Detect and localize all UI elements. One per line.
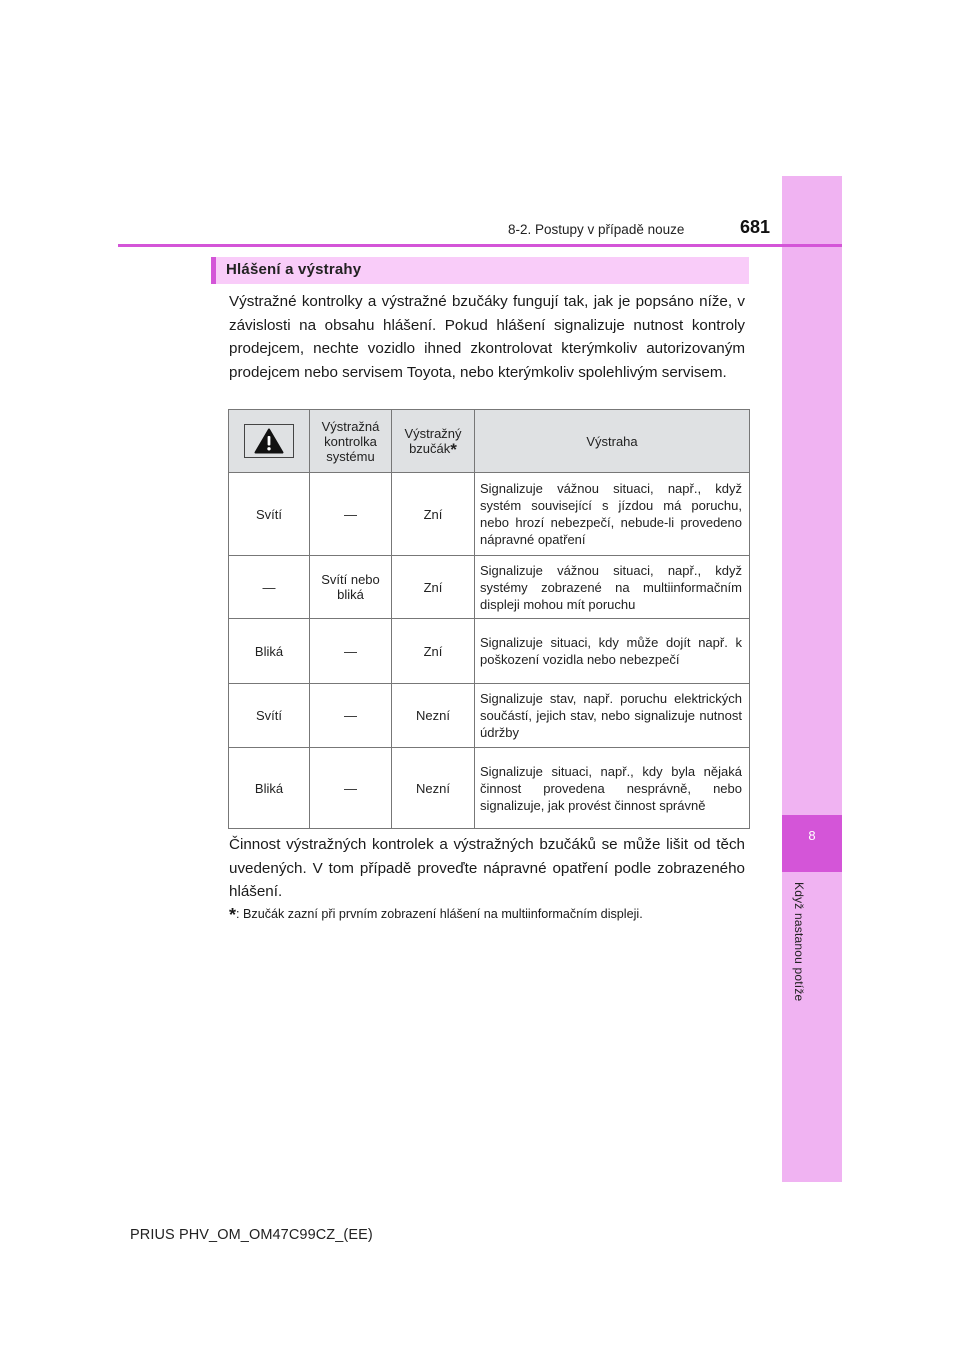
- header-lamp: [310, 410, 392, 473]
- warning-triangle-icon: [254, 428, 284, 454]
- cell-master: —: [229, 556, 310, 619]
- header-rule: [118, 244, 842, 247]
- cell-buzzer: Zní: [392, 473, 475, 556]
- table-row: [229, 619, 750, 684]
- section-title: Hlášení a výstrahy: [226, 261, 362, 278]
- cell-buzzer: Zní: [392, 556, 475, 619]
- cell-lamp: Svítí nebo bliká: [310, 556, 392, 619]
- cell-warning: Signalizuje situaci, např., kdy byla nějaká činnost provedena nesprávně, nebo signalizuje, jak provést činnost správně: [475, 748, 750, 829]
- header-warning: [475, 410, 750, 473]
- footnote: [229, 905, 769, 926]
- cell-master: Svítí: [229, 684, 310, 748]
- cell-warning: Signalizuje stav, např. poruchu elektrických součástí, jejich stav, nebo signalizuje nutnost údržby: [475, 684, 750, 748]
- warning-table: [228, 409, 750, 829]
- table-row: [229, 473, 750, 556]
- chapter-side-tab-active: [782, 815, 842, 872]
- document-code: PRIUS PHV_OM_OM47C99CZ_(EE): [130, 1227, 373, 1243]
- cell-master: Bliká: [229, 748, 310, 829]
- cell-buzzer: Nezní: [392, 684, 475, 748]
- buzzer-footnote-mark: *: [450, 439, 457, 459]
- cell-warning: Signalizuje vážnou situaci, např., když systém související s jízdou má poruchu, nebo hrozí nebezpečí, nebude-li provedeno nápravné opatření: [475, 473, 750, 556]
- cell-warning: Signalizuje situaci, kdy může dojít např. k poškození vozidla nebo nebezpečí: [475, 619, 750, 684]
- chapter-title: Když nastanou potíže: [792, 882, 806, 1002]
- chapter-number: 8: [808, 828, 816, 843]
- table-row: [229, 748, 750, 829]
- header-warning-label: Výstraha: [586, 433, 638, 449]
- header-buzzer: [392, 410, 475, 473]
- cell-buzzer: Nezní: [392, 748, 475, 829]
- intro-paragraph: Výstražné kontrolky a výstražné bzučáky fungují tak, jak je popsáno níže, v závislosti na obsahu hlášení. Pokud hlášení signalizuje nutnost kontroly prodejcem, nechte vozidlo ihned zkontrolovat kterýmkoliv autorizovaným prodejcem nebo servisem Toyota, nebo kterýmkoliv spolehlivým servisem.: [229, 293, 745, 381]
- page-number: 681: [740, 217, 771, 237]
- section-reference: 8-2. Postupy v případě nouze: [508, 222, 685, 237]
- footnote-text: : Bzučák zazní při prvním zobrazení hlášení na multiinformačním displeji.: [236, 907, 643, 921]
- section-title-bar: [211, 257, 749, 284]
- table-header-row: [229, 410, 750, 473]
- table-row: [229, 556, 750, 619]
- cell-warning: Signalizuje vážnou situaci, např., když systémy zobrazené na multiinformačním displeji mohou mít poruchu: [475, 556, 750, 619]
- header-lamp-label: Výstražná kontrolka systému: [321, 418, 380, 464]
- cell-master: Svítí: [229, 473, 310, 556]
- cell-master: Bliká: [229, 619, 310, 684]
- table-row: [229, 684, 750, 748]
- cell-buzzer: Zní: [392, 619, 475, 684]
- closing-paragraph: Činnost výstražných kontrolek a výstražných bzučáků se může lišit od těch uvedených. V tom případě proveďte nápravné opatření podle zobrazeného hlášení.: [229, 836, 745, 900]
- footnote-mark: *: [229, 905, 237, 925]
- header-master-warning: [229, 410, 310, 473]
- cell-lamp: —: [310, 748, 392, 829]
- cell-lamp: —: [310, 619, 392, 684]
- cell-lamp: —: [310, 473, 392, 556]
- cell-lamp: —: [310, 684, 392, 748]
- master-warning-icon-box: [244, 424, 294, 458]
- header-buzzer-label: Výstražný bzučák: [404, 425, 462, 456]
